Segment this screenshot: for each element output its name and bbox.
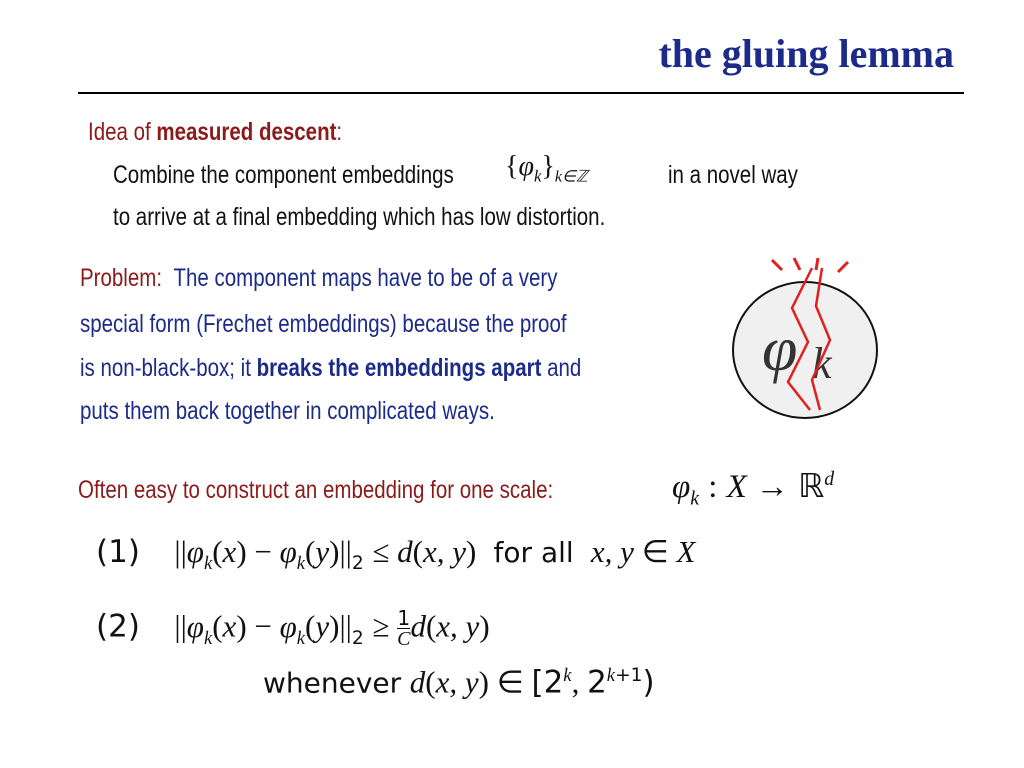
spark-1 bbox=[772, 260, 782, 270]
problem-l1: The component maps have to be of a very bbox=[173, 264, 558, 292]
broken-embedding-figure bbox=[720, 250, 890, 420]
problem-label: Problem: bbox=[80, 264, 163, 292]
scale-text: Often easy to construct an embedding for one scale: bbox=[78, 476, 554, 504]
problem-line-3 bbox=[80, 354, 581, 383]
embedding-map-formula: $\varphi_k$ : X → ℝ$^d$ bbox=[672, 468, 835, 510]
title-divider bbox=[78, 92, 964, 94]
idea-term: measured descent bbox=[156, 118, 337, 146]
idea-line-1 bbox=[113, 161, 454, 190]
phi-k-label: φ bbox=[762, 313, 798, 384]
problem-line-1 bbox=[80, 264, 557, 293]
problem-l3-bold: breaks the embeddings apart bbox=[256, 354, 542, 382]
spark-2 bbox=[794, 258, 800, 270]
idea-prefix: Idea of bbox=[88, 118, 157, 146]
idea-line1-b: in a novel way bbox=[668, 161, 798, 189]
spark-3 bbox=[816, 258, 818, 270]
whenever-clause: whenever d(x, y) ∈ [2$^k$, $2^{k+1}$) bbox=[263, 664, 655, 701]
phi-family-formula: $\{\varphi_k\}_{k\in ℤ}$ bbox=[505, 151, 588, 186]
cond1-for-all: for all bbox=[493, 536, 574, 569]
idea-line1-a: Combine the component embeddings bbox=[113, 161, 454, 189]
problem-line-2: special form (Frechet embeddings) because the proof bbox=[80, 310, 567, 338]
phi-k-subscript: k bbox=[812, 339, 832, 388]
problem-line-4: puts them back together in complicated ways. bbox=[80, 397, 495, 425]
spark-4 bbox=[838, 262, 848, 272]
cond2-label: (2) bbox=[96, 608, 140, 645]
idea-line-2: to arrive at a final embedding which has low distortion. bbox=[113, 203, 606, 231]
idea-suffix: : bbox=[336, 118, 343, 146]
cond1-label: (1) bbox=[96, 534, 140, 570]
fraction-1-over-c: $\frac{1}{C}$ bbox=[397, 606, 411, 650]
slide-title: the gluing lemma bbox=[658, 31, 954, 76]
broken-embedding-svg bbox=[720, 250, 890, 420]
condition-2: (2) $||\varphi_k(x) - \varphi_k(y)||_2$ ≥ $\frac{1}{C}$ d(x, y) bbox=[96, 606, 490, 650]
cond2-whenever: whenever bbox=[263, 666, 402, 700]
condition-1: (1) $||\varphi_k(x) - \varphi_k(y)||_2 \le d(x$, y) for all x, y ∈ X bbox=[96, 534, 696, 575]
problem-l3-a: is non-black-box; it bbox=[80, 354, 257, 382]
idea-heading bbox=[88, 118, 342, 147]
problem-l3-c: and bbox=[541, 354, 582, 382]
